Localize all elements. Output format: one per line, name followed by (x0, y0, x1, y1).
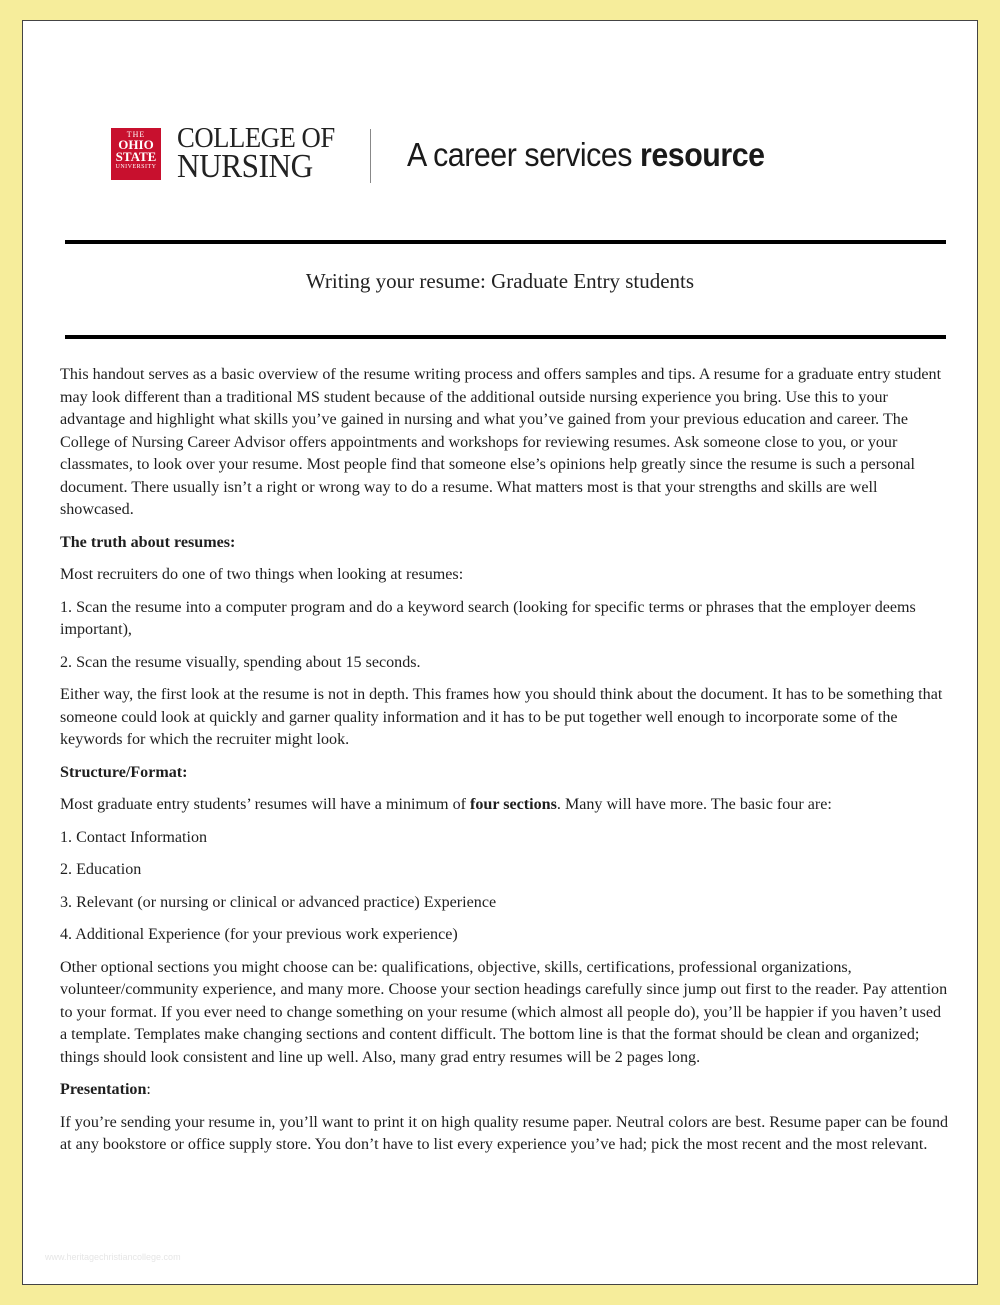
top-rule (65, 240, 946, 244)
document-title: Writing your resume: Graduate Entry students (305, 269, 695, 293)
ohio-state-seal-logo: THE OHIO STATE UNIVERSITY (111, 128, 161, 180)
college-of-nursing-logo (177, 122, 335, 185)
bottom-rule (65, 335, 946, 339)
section-item-3: 3. Relevant (or nursing or clinical or advanced practice) Experience (60, 893, 497, 911)
truth-item-2: 2. Scan the resume visually, spending about 15 seconds. (60, 653, 421, 671)
structure-intro: Most graduate entry students’ resumes will have a minimum of four sections. Many will have more. The basic four are: (60, 796, 832, 813)
presentation-paragraph: If you’re sending your resume in, you’ll want to print it on high quality resume paper. Neutral colors are best. Resume paper can be found at any bookstore or office supply store. You don’t have to list every experience you’ve had; pick the most recent and the most relevant. (60, 1113, 949, 1153)
document-body (60, 364, 950, 1167)
structure-paragraph: Other optional sections you might choose can be: qualifications, objective, skills, certifications, professional organizations, volunteer/community experience, and many more. Choose your section headings carefully since jump out first to the reader. Pay attention to your format. If you ever need to change something on your resume (which almost all people do), you’ll be happier if you haven’t used a template. Templates make changing sections and content difficult. The bottom line is that the format should be clean and organized; things should look consistent and line up well. Also, many grad entry resumes will be 2 pages long. (60, 958, 948, 1066)
document-page (22, 20, 978, 1285)
college-line1: COLLEGE OF (177, 122, 335, 154)
college-line2: NURSING (177, 148, 313, 185)
truth-paragraph: Either way, the first look at the resume is not in depth. This frames how you should think about the document. It has to be something that someone could look at quickly and garner quality information and it has to be put together well enough to incorporate some of the keywords for which the recruiter might look. (60, 686, 943, 748)
section-item-2: 2. Education (60, 861, 142, 878)
intro-paragraph: This handout serves as a basic overview of the resume writing process and offers samples and tips. A resume for a graduate entry student may look different than a traditional MS student because of the additional outside nursing experience you bring. Use this to your advantage and highlight what skills you’ve gained in nursing and what you’ve gained from your previous education and career. The College of Nursing Career Advisor offers appointments and workshops for reviewing resumes. Ask someone close to you, or your classmates, to look over your resume. Most people find that someone else’s opinions help greatly since the resume is such a personal document. There usually isn’t a right or wrong way to do a resume. What matters most is that your strengths and skills are well showcased. (60, 366, 942, 518)
truth-item-1: 1. Scan the resume into a computer program and do a keyword search (looking for specific terms or phrases that the employer deems important), (60, 598, 916, 638)
page-header (111, 122, 831, 186)
structure-heading: Structure/Format: (60, 763, 188, 781)
truth-intro: Most recruiters do one of two things when looking at resumes: (60, 566, 464, 583)
watermark: www.heritagechristiancollege.com (45, 1252, 181, 1262)
truth-heading: The truth about resumes: (60, 533, 236, 551)
career-services-tagline: A career services resource (407, 136, 765, 173)
section-item-1: 1. Contact Information (60, 828, 208, 846)
header-divider (370, 129, 371, 183)
presentation-heading: Presentation: (60, 1081, 151, 1098)
section-item-4: 4. Additional Experience (for your previous work experience) (60, 926, 458, 943)
